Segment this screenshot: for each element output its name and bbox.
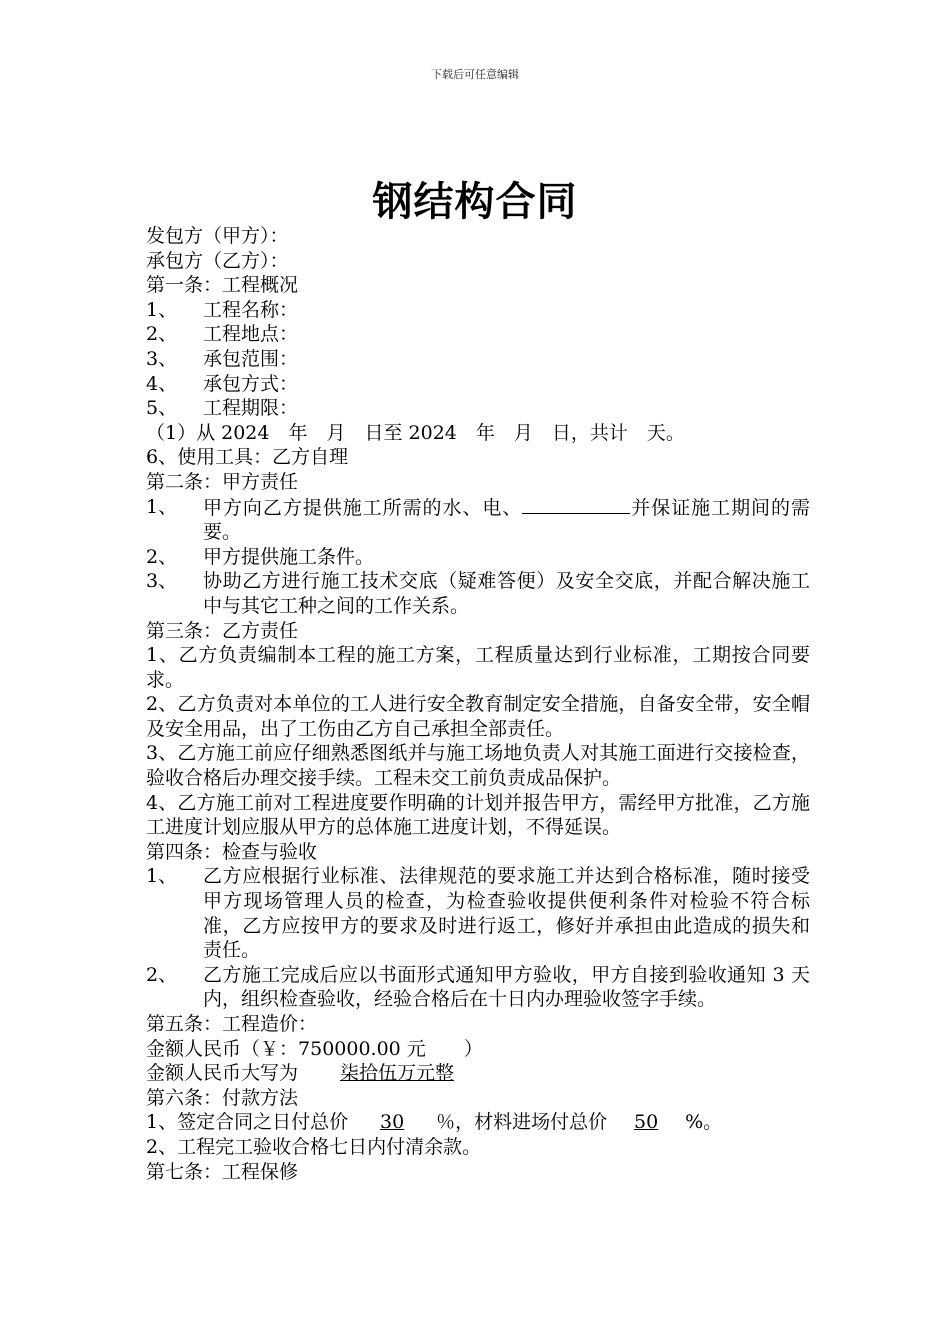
item-number: 4、 [146,372,178,395]
item-text: 工程名称： [203,298,299,321]
party-a-line: 发包方（甲方）： [146,225,289,247]
article-1-heading: 第一条：工程概况 [146,274,299,297]
amount-suffix: ） [425,1037,483,1060]
amount-prefix: 金额人民币（￥： [146,1037,299,1060]
item-text: 乙方施工完成后应以书面形式通知甲方验收，甲方自接到验收通知 3 天内，组织检查验收，经验合格后在十日内办理验收签字手续。 [203,963,810,1011]
payment-line-1 [146,1110,810,1135]
payment-text-b: ％，材料进场付总价 [436,1111,608,1134]
item-text: 承包方式： [203,372,299,395]
article-2-item-2 [146,545,810,570]
item-number: 1、 [146,865,178,888]
article-2-item-1 [146,495,810,545]
tools-line: 6、使用工具：乙方自理 [146,446,349,469]
article-1-item [146,347,810,372]
item-text: 协助乙方进行施工技术交底（疑难答便）及安全交底，并配合解决施工中与其它工种之间的工作关系。 [203,570,810,617]
amount-upper-value [298,1061,638,1086]
item-number: 2、 [146,323,178,346]
party-b-line: 承包方（乙方）： [146,249,289,272]
article-3-paragraph: 2、乙方负责对本单位的工人进行安全教育制定安全措施，自备安全带，安全帽及安全用品，出了工伤由乙方自己承担全部责任。 [146,693,810,740]
article-4-item [146,963,810,1012]
contract-body [146,224,810,1184]
header-note: 下载后可任意编辑 [431,68,519,81]
article-3-heading: 第三条：乙方责任 [146,619,299,642]
payment-value-1-text: 30 [380,1111,405,1134]
item-number: 5、 [146,397,178,420]
amount-upper-text: 柒拾伍万元整 [340,1062,455,1085]
item-text: 工程期限： [203,397,299,420]
payment-text-c: %。 [685,1111,723,1134]
item-text [203,495,810,545]
article-2-item-3 [146,569,810,618]
payment-line-2: 2、工程完工验收合格七日内付清余款。 [146,1135,482,1158]
article-3-paragraph: 3、乙方施工前应仔细熟悉图纸并与施工场地负责人对其施工面进行交接检查，验收合格后办理交接手续。工程未交工前负责成品保护。 [146,742,810,790]
article-5-heading: 第五条：工程造价： [146,1013,318,1035]
article-4-heading: 第四条：检查与验收 [146,840,318,863]
item-text-after-blank: 并保证施工期间的需要。 [203,496,810,544]
item-number: 1、 [146,495,178,518]
amount-upper-line [146,1061,810,1086]
article-3-paragraph: 4、乙方施工前对工程进度要作明确的计划并报告甲方，需经甲方批准，乙方施工进度计划应服从甲方的总体施工进度计划，不得延误。 [146,791,810,839]
payment-value-2 [607,1110,685,1135]
document-title: 钢结构合同 [372,179,578,225]
item-text: 工程地点： [203,323,299,346]
item-text-before-blank: 甲方向乙方提供施工所需的水、电、 [203,496,523,519]
amount-line [146,1037,810,1062]
item-text: 甲方提供施工条件。 [203,545,375,568]
article-6-heading: 第六条：付款方法 [146,1086,299,1109]
article-1-item [146,372,810,397]
fill-in-blank [522,495,630,514]
payment-value-2-text: 50 [634,1111,659,1134]
payment-value-1 [348,1110,436,1135]
article-2-heading: 第二条：甲方责任 [146,470,299,493]
article-3-paragraph: 1、乙方负责编制本工程的施工方案，工程质量达到行业标准，工期按合同要求。 [146,644,810,691]
payment-text-a: 1、签定合同之日付总价 [146,1111,349,1134]
item-number: 1、 [146,298,178,321]
article-1-item [146,298,810,323]
article-7-heading: 第七条：工程保修 [146,1160,299,1183]
amount-upper-prefix: 金额人民币大写为 [146,1062,299,1085]
article-1-item [146,322,810,347]
item-number: 3、 [146,347,178,370]
article-1-item [146,396,810,421]
item-text: 乙方应根据行业标准、法律规范的要求施工并达到合格标准，随时接受甲方现场管理人员的检查，为检查验收提供便利条件对检验不符合标准，乙方应按甲方的要求及时进行返工，修好并承担由此造成的损失和责任。 [203,865,810,962]
article-4-item [146,864,810,962]
item-number: 3、 [146,570,178,593]
item-number: 2、 [146,963,178,986]
item-text: 承包范围： [203,347,299,370]
amount-value: 750000.00 元 [298,1037,426,1060]
item-number: 2、 [146,545,178,568]
period-line: （1）从 2024 年 月 日至 2024 年 月 日，共计 天。 [146,421,685,444]
